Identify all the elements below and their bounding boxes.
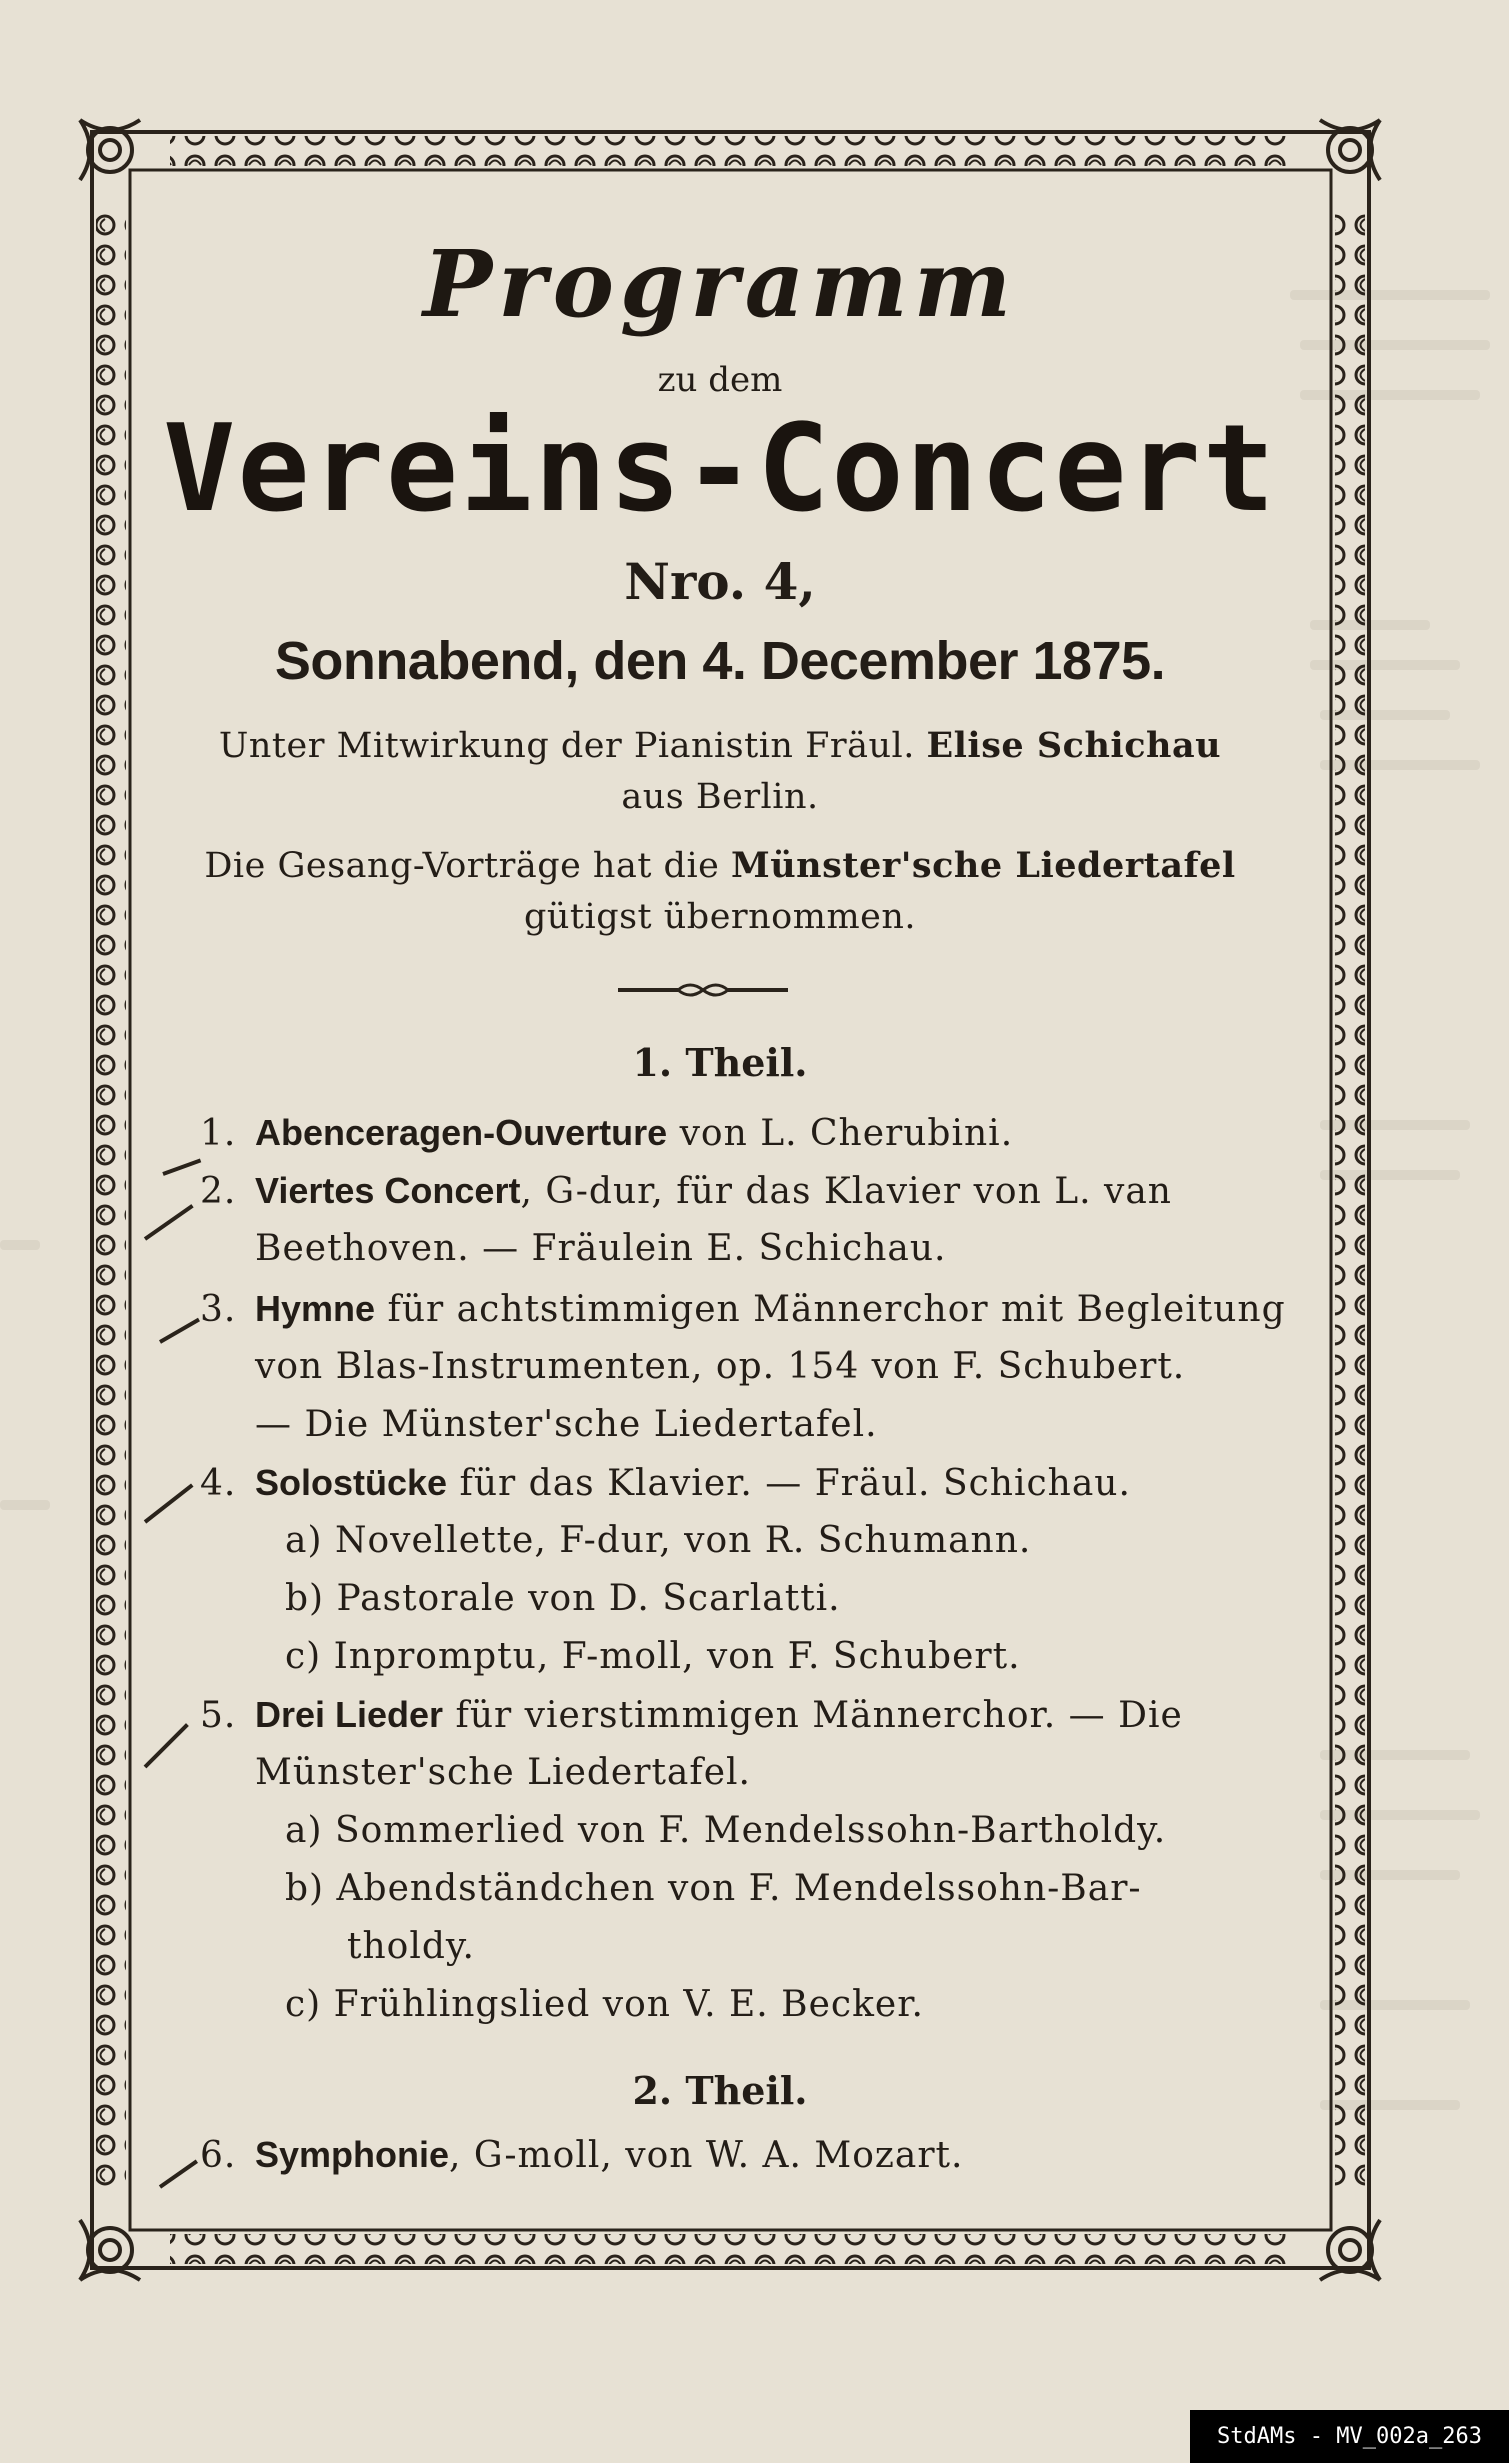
item-title: Solostücke xyxy=(255,1462,448,1503)
item-title: Drei Lieder xyxy=(255,1694,444,1735)
intro-prefix: Unter Mitwirkung der Pianistin Fräul. xyxy=(218,726,927,766)
intro-line-4: gütigst übernommen. xyxy=(523,897,917,937)
item-number: 1. xyxy=(200,1113,237,1154)
program-item xyxy=(200,1694,1290,1736)
item-number: 4. xyxy=(200,1463,237,1504)
sub-item: a) Sommerlied von F. Mendelssohn-Bartholdy. xyxy=(285,1810,1167,1851)
sub-item: c) Inpromptu, F-moll, von F. Schubert. xyxy=(285,1636,1021,1677)
item-number: 2. xyxy=(200,1171,237,1212)
sub-item: b) Abendständchen von F. Mendelssohn-Bar- xyxy=(285,1868,1142,1909)
divider-ornament xyxy=(618,978,788,1002)
item-title: Abenceragen-Ouverture xyxy=(255,1112,668,1153)
item-number: 6. xyxy=(200,2135,237,2176)
item-text: für vierstimmigen Männerchor. — Die xyxy=(443,1695,1183,1736)
program-item xyxy=(200,1170,1290,1212)
item-text: für das Klavier. — Fräul. Schichau. xyxy=(447,1463,1131,1504)
item-title: Viertes Concert xyxy=(255,1170,521,1211)
archive-reference-label: StdAMs - MV_002a_263 xyxy=(1190,2410,1509,2463)
intro-line-2: aus Berlin. xyxy=(621,777,819,817)
item-title: Symphonie xyxy=(255,2134,450,2175)
program-item xyxy=(200,1462,1290,1504)
item-title: Hymne xyxy=(255,1288,376,1329)
item-text: von L. Cherubini. xyxy=(667,1113,1014,1154)
sub-item-continuation: tholdy. xyxy=(347,1926,475,1967)
intro-line-3 xyxy=(150,845,1290,886)
program-item xyxy=(200,1112,1290,1154)
item-text: , G-moll, von W. A. Mozart. xyxy=(449,2135,964,2176)
item-number: 3. xyxy=(200,1289,237,1330)
concert-number: Nro. 4, xyxy=(624,552,816,611)
concert-date: Sonnabend, den 4. December 1875. xyxy=(274,631,1166,691)
program-heading: Programm xyxy=(422,230,1018,338)
zu-dem-text: zu dem xyxy=(657,360,783,400)
program-item xyxy=(200,1288,1290,1330)
part-1-title: 1. Theil. xyxy=(632,1040,808,1085)
item-text: , G-dur, für das Klavier von L. van xyxy=(520,1171,1172,1212)
item-number: 5. xyxy=(200,1695,237,1736)
item-text: für achtstimmigen Männerchor mit Begleitung xyxy=(375,1289,1286,1330)
item-continuation: — Die Münster'sche Liedertafel. xyxy=(255,1404,878,1445)
program-item xyxy=(200,2134,1290,2176)
choir-name: Münster'sche Liedertafel xyxy=(730,845,1236,886)
part-2-title: 2. Theil. xyxy=(632,2068,808,2113)
sub-item: c) Frühlingslied von V. E. Becker. xyxy=(285,1984,924,2025)
sub-item: b) Pastorale von D. Scarlatti. xyxy=(285,1578,841,1619)
sub-item: a) Novellette, F-dur, von R. Schumann. xyxy=(285,1520,1032,1561)
intro-prefix: Die Gesang-Vorträge hat die xyxy=(204,846,731,886)
concert-title: Vereins-Concert xyxy=(163,400,1277,539)
item-continuation: Münster'sche Liedertafel. xyxy=(255,1752,751,1793)
item-continuation: von Blas-Instrumenten, op. 154 von F. Schubert. xyxy=(255,1346,1186,1387)
item-continuation: Beethoven. — Fräulein E. Schichau. xyxy=(255,1228,947,1269)
pianist-name: Elise Schichau xyxy=(926,725,1222,766)
intro-line-1 xyxy=(150,725,1290,766)
